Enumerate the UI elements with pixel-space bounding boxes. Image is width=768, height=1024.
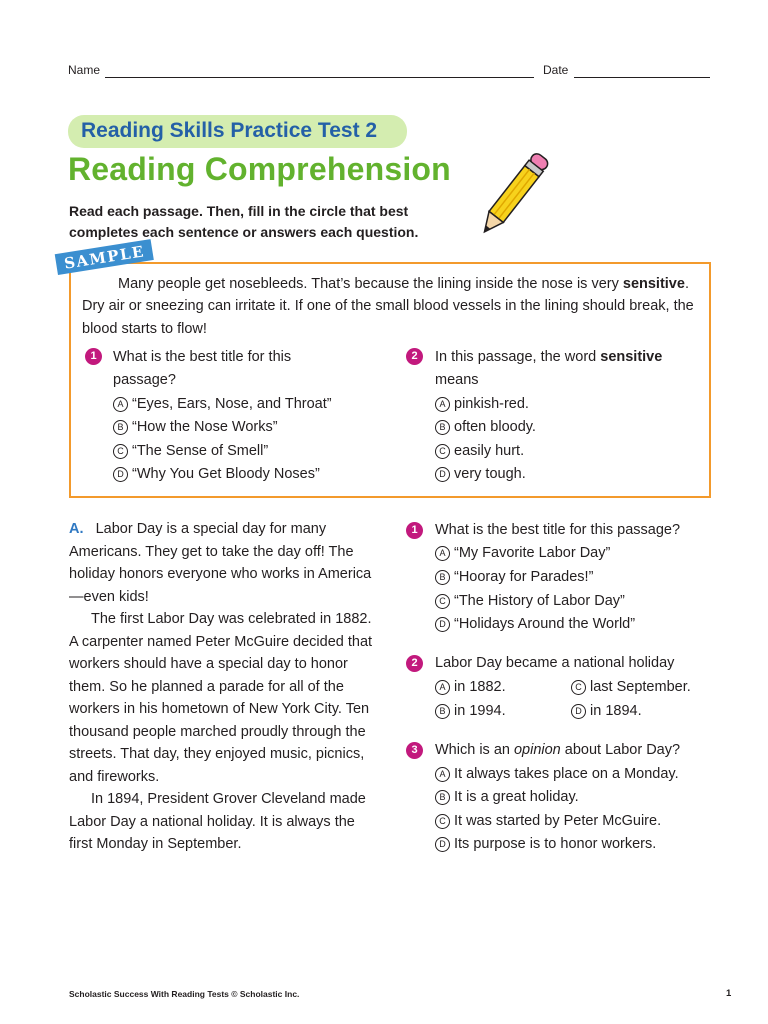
answer-option[interactable] (435, 613, 635, 637)
answer-bubble[interactable]: C (435, 814, 450, 829)
footer-copyright: Scholastic Success With Reading Tests © Scholastic Inc. (69, 989, 300, 999)
answer-option[interactable] (435, 590, 625, 614)
answer-option[interactable] (113, 463, 320, 487)
answer-bubble[interactable]: D (435, 467, 450, 482)
page-title: Reading Comprehension (68, 151, 451, 187)
pencil-icon (470, 140, 555, 250)
instructions (69, 201, 469, 243)
answer-option[interactable] (435, 676, 506, 700)
sample-passage-text-end: . Dry air or sneezing can irritate it. If one of the small blood vessels in the lining should break, the blood starts to flow! (82, 276, 694, 337)
question-text-start: Which is an (435, 742, 514, 758)
answer-bubble[interactable]: A (435, 546, 450, 561)
question-text-start: In this passage, the word (435, 349, 601, 365)
passage-label: A. (69, 521, 84, 537)
answer-text: “The History of Labor Day” (454, 593, 625, 609)
question-number: 3 (406, 742, 423, 759)
answer-text: It was started by Peter McGuire. (454, 813, 662, 829)
date-label: Date (543, 63, 569, 77)
sample-passage (82, 273, 700, 340)
answer-bubble[interactable]: C (571, 680, 586, 695)
answer-text: pinkish-red. (454, 396, 529, 412)
answer-option[interactable] (435, 440, 524, 464)
question-number: 2 (406, 348, 423, 365)
name-line[interactable] (105, 77, 534, 78)
passage-a-p2: The first Labor Day was celebrated in 1882. A carpenter named Peter McGuire decided that workers should have a special day to honor them. So he planned a parade for all of the workers in his hometown of New York City. Ten thousand people marched proudly through the streets. That day, they enjoyed music, picnics, and fireworks. (69, 611, 373, 785)
question-text-end: means (435, 372, 479, 388)
question-number: 1 (406, 522, 423, 539)
answer-bubble[interactable]: B (435, 790, 450, 805)
answer-text: “The Sense of Smell” (132, 443, 269, 459)
page-number: 1 (726, 988, 732, 999)
answer-option[interactable] (435, 393, 529, 417)
answer-option[interactable] (435, 416, 536, 440)
answer-text: last September. (590, 679, 691, 695)
sample-tag: SAMPLE (55, 239, 154, 275)
answer-bubble[interactable]: A (435, 680, 450, 695)
instructions-line-2: completes each sentence or answers each question. (69, 224, 419, 240)
passage-a (69, 518, 373, 856)
subtitle: Reading Skills Practice Test 2 (81, 119, 378, 142)
sample-passage-bold: sensitive (622, 276, 685, 292)
sample-passage-text: Many people get nosebleeds. That’s because the lining inside the nose is very (118, 276, 623, 292)
answer-text: in 1994. (454, 703, 506, 719)
question-text-end: about Labor Day? (560, 742, 681, 758)
answer-bubble[interactable]: B (435, 704, 450, 719)
answer-bubble[interactable]: A (113, 397, 128, 412)
answer-text: Its purpose is to honor workers. (454, 836, 657, 852)
answer-bubble[interactable]: B (113, 420, 128, 435)
question-text-italic: opinion (513, 742, 561, 758)
date-line[interactable] (574, 77, 710, 78)
question-text (435, 346, 695, 392)
question-number: 1 (85, 348, 102, 365)
question-text: What is the best title for this passage? (113, 349, 292, 388)
answer-text: “My Favorite Labor Day” (454, 545, 611, 561)
answer-bubble[interactable]: D (571, 704, 586, 719)
answer-bubble[interactable]: A (435, 397, 450, 412)
answer-bubble[interactable]: A (435, 767, 450, 782)
answer-option[interactable] (435, 786, 579, 810)
question-number: 2 (406, 655, 423, 672)
answer-text: It is a great holiday. (454, 789, 579, 805)
answer-text: “Holidays Around the World” (454, 616, 636, 632)
answer-option[interactable] (435, 763, 679, 787)
answer-option[interactable] (435, 700, 506, 724)
answer-option[interactable] (571, 700, 642, 724)
answer-option[interactable] (571, 676, 691, 700)
question-text (435, 739, 680, 762)
answer-text: “Why You Get Bloody Noses” (132, 466, 320, 482)
answer-option[interactable] (113, 393, 332, 417)
answer-option[interactable] (435, 463, 526, 487)
answer-text: in 1882. (454, 679, 506, 695)
answer-bubble[interactable]: B (435, 570, 450, 585)
instructions-line-1: Read each passage. Then, fill in the circle that best (69, 203, 409, 219)
answer-text: very tough. (454, 466, 526, 482)
question-text: What is the best title for this passage? (435, 522, 681, 538)
answer-text: “Eyes, Ears, Nose, and Throat” (132, 396, 332, 412)
answer-text: often bloody. (454, 419, 536, 435)
answer-bubble[interactable]: D (435, 617, 450, 632)
passage-a-p3: In 1894, President Grover Cleveland made Labor Day a national holiday. It is always the first Monday in September. (69, 791, 366, 852)
answer-bubble[interactable]: D (435, 837, 450, 852)
answer-option[interactable] (435, 566, 593, 590)
name-label: Name (68, 63, 101, 77)
answer-bubble[interactable]: B (435, 420, 450, 435)
answer-option[interactable] (435, 810, 661, 834)
answer-option[interactable] (113, 416, 278, 440)
answer-bubble[interactable]: C (435, 444, 450, 459)
passage-a-p1-text: Labor Day is a special day for many Americans. They get to take the day off! The holiday honors everyone who works in America—even kids! (69, 521, 372, 605)
answer-bubble[interactable]: D (113, 467, 128, 482)
answer-bubble[interactable]: C (113, 444, 128, 459)
question-text: Labor Day became a national holiday (435, 655, 675, 671)
answer-text: “Hooray for Parades!” (454, 569, 594, 585)
answer-text: It always takes place on a Monday. (454, 766, 679, 782)
passage-a-p1 (69, 518, 373, 608)
answer-text: in 1894. (590, 703, 642, 719)
answer-text: “How the Nose Works” (132, 419, 278, 435)
question-text-bold: sensitive (600, 349, 663, 365)
answer-option[interactable] (435, 833, 656, 857)
answer-option[interactable] (113, 440, 268, 464)
answer-text: easily hurt. (454, 443, 525, 459)
answer-option[interactable] (435, 542, 610, 566)
answer-bubble[interactable]: C (435, 594, 450, 609)
